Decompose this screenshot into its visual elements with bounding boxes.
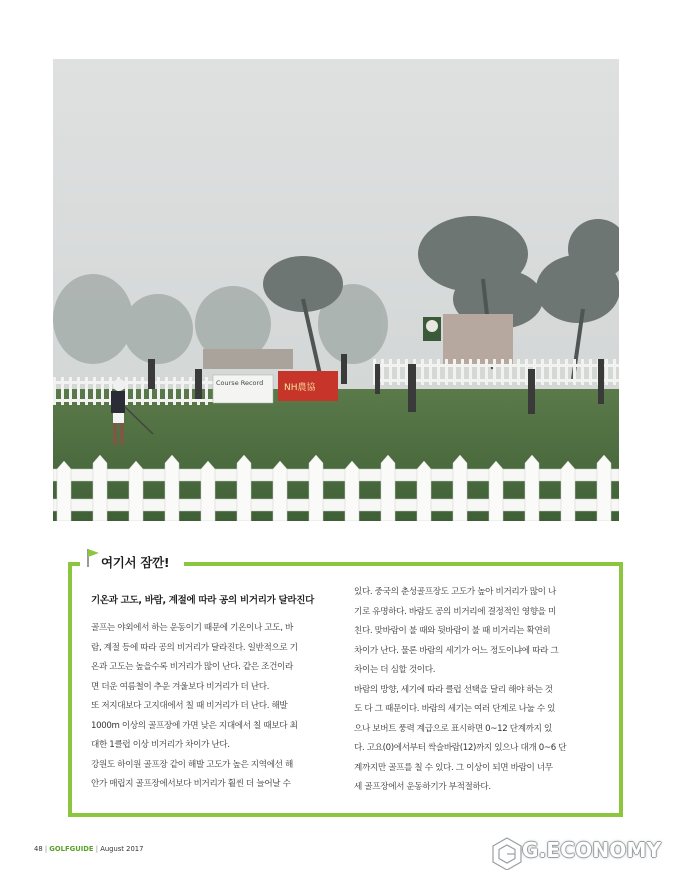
box-subhead: 기온과 고도, 바람, 계절에 따라 공의 비거리가 달라진다 bbox=[91, 595, 314, 606]
text-line: 골프는 야외에서 하는 운동이기 때문에 기온이나 고도, 바 bbox=[91, 623, 293, 633]
back-fence-picket bbox=[165, 377, 168, 405]
back-fence-picket bbox=[477, 359, 480, 385]
fence-picket bbox=[273, 461, 287, 521]
page-number: 48 bbox=[34, 845, 43, 853]
back-fence-picket bbox=[437, 359, 440, 385]
back-fence-picket bbox=[157, 377, 160, 405]
back-fence-picket bbox=[541, 359, 544, 385]
fence-picket bbox=[57, 461, 71, 521]
back-fence-picket bbox=[485, 359, 488, 385]
nh-sign: NH農協 bbox=[284, 383, 316, 393]
back-fence-picket bbox=[573, 359, 576, 385]
back-fence-picket bbox=[469, 359, 472, 385]
back-fence-picket bbox=[125, 377, 128, 405]
back-fence-picket bbox=[389, 359, 392, 385]
text-column-right bbox=[354, 583, 616, 798]
fence-picket bbox=[417, 461, 431, 521]
fence-picket bbox=[525, 455, 539, 521]
back-fence-picket bbox=[93, 377, 96, 405]
box-border-top-left bbox=[68, 562, 80, 566]
back-fence-picket bbox=[509, 359, 512, 385]
text-line: 람, 계절 등에 따라 공의 비거리가 달라진다. 일반적으로 기 bbox=[91, 642, 298, 653]
fence-picket bbox=[237, 455, 251, 521]
issue-date: August 2017 bbox=[100, 845, 144, 853]
text-line: 면 더운 여름철이 추운 겨울보다 비거리가 더 난다. bbox=[91, 681, 270, 692]
back-fence-picket bbox=[445, 359, 448, 385]
back-fence-picket bbox=[517, 359, 520, 385]
text-line: 차이는 더 심할 것이다. bbox=[354, 665, 436, 675]
text-line: 강원도 하이원 골프장 같이 해발 고도가 높은 지역에선 해 bbox=[91, 759, 293, 770]
text-line: 기로 유명하다. 바람도 공의 비거리에 결정적인 영향을 미 bbox=[354, 606, 556, 617]
box-title: 여기서 잠깐! bbox=[101, 555, 170, 570]
back-fence-picket bbox=[85, 377, 88, 405]
flag-icon bbox=[86, 548, 100, 568]
text-line: 다. 고요(0)에서부터 싹슬바람(12)까지 있으나 대개 0~6 단 bbox=[354, 743, 567, 753]
fence-picket bbox=[345, 461, 359, 521]
fence-picket bbox=[309, 455, 323, 521]
text-line: 친다. 맞바람이 불 때와 뒷바람이 불 때 비거리는 확연히 bbox=[354, 626, 551, 636]
back-fence-picket bbox=[61, 377, 64, 405]
text-line: 도 다 그 때문이다. 바람의 세기는 여러 단계로 나눌 수 있 bbox=[354, 704, 556, 714]
back-fence-picket bbox=[405, 359, 408, 385]
back-fence-picket bbox=[181, 377, 184, 405]
back-fence-picket bbox=[53, 377, 56, 405]
text-line: 온과 고도는 높을수록 비거리가 많이 난다. 같은 조건이라 bbox=[91, 662, 293, 672]
text-line: 차이가 난다. 물론 바람의 세기가 어느 정도이냐에 따라 그 bbox=[354, 645, 559, 656]
text-line: 또 저지대보다 고지대에서 칠 때 비거리가 더 난다. 해발 bbox=[91, 701, 288, 711]
text-column-left bbox=[91, 619, 337, 795]
back-fence-picket bbox=[453, 359, 456, 385]
course-record-sign: Course Record bbox=[216, 379, 264, 387]
text-line: 있다. 중국의 춘성골프장도 고도가 높아 비거리가 많이 나 bbox=[354, 587, 556, 597]
footer-separator: | bbox=[95, 845, 99, 853]
back-fence-picket bbox=[589, 359, 592, 385]
fence-picket bbox=[93, 455, 107, 521]
fence-picket bbox=[201, 461, 215, 521]
text-line: 안가 매립지 골프장에서보다 비거리가 훨씬 더 늘어날 수 bbox=[91, 779, 291, 789]
back-fence-picket bbox=[141, 377, 144, 405]
back-fence-picket bbox=[605, 359, 608, 385]
fence-picket bbox=[381, 455, 395, 521]
fence-picket bbox=[165, 455, 179, 521]
footer-separator: | bbox=[44, 845, 48, 853]
fence-picket bbox=[489, 461, 503, 521]
text-line: 대한 1클럽 이상 비거리가 차이가 난다. bbox=[91, 740, 230, 750]
watermark-text: G.ECONOMY bbox=[522, 838, 662, 862]
back-fence-picket bbox=[189, 377, 192, 405]
back-fence-picket bbox=[133, 377, 136, 405]
back-fence-picket bbox=[461, 359, 464, 385]
back-fence-picket bbox=[173, 377, 176, 405]
back-fence-picket bbox=[421, 359, 424, 385]
back-fence-picket bbox=[565, 359, 568, 385]
box-border-top-right bbox=[184, 562, 623, 566]
magazine-name: GOLFGUIDE bbox=[49, 845, 94, 853]
fence-picket bbox=[129, 461, 143, 521]
back-fence-picket bbox=[429, 359, 432, 385]
page-footer bbox=[34, 845, 143, 853]
text-line: 세 골프장에서 운동하기가 부적절하다. bbox=[354, 782, 491, 792]
back-fence-picket bbox=[205, 377, 208, 405]
text-line: 바람의 방향, 세기에 따라 클럽 선택을 달리 해야 하는 것 bbox=[354, 684, 553, 695]
article-photo bbox=[53, 59, 619, 521]
fence-picket bbox=[453, 455, 467, 521]
back-fence-picket bbox=[549, 359, 552, 385]
back-fence-picket bbox=[581, 359, 584, 385]
back-fence-picket bbox=[525, 359, 528, 385]
fence-picket bbox=[597, 455, 611, 521]
text-line: 으나 보버트 풍력 계급으로 표시하면 0~12 단계까지 있 bbox=[354, 723, 552, 734]
golf-fog-photo bbox=[53, 59, 619, 521]
back-fence-picket bbox=[69, 377, 72, 405]
back-fence-picket bbox=[493, 359, 496, 385]
text-line: 1000m 이상의 골프장에 가면 낮은 지대에서 칠 때보다 최 bbox=[91, 720, 298, 731]
back-fence-picket bbox=[501, 359, 504, 385]
back-fence-picket bbox=[613, 359, 616, 385]
text-line: 계까지만 골프를 칠 수 있다. 그 이상이 되면 바람이 너무 bbox=[354, 762, 553, 773]
back-fence-picket bbox=[101, 377, 104, 405]
back-fence-picket bbox=[77, 377, 80, 405]
back-fence-picket bbox=[381, 359, 384, 385]
back-fence-picket bbox=[397, 359, 400, 385]
fence-picket bbox=[561, 461, 575, 521]
back-fence-picket bbox=[557, 359, 560, 385]
